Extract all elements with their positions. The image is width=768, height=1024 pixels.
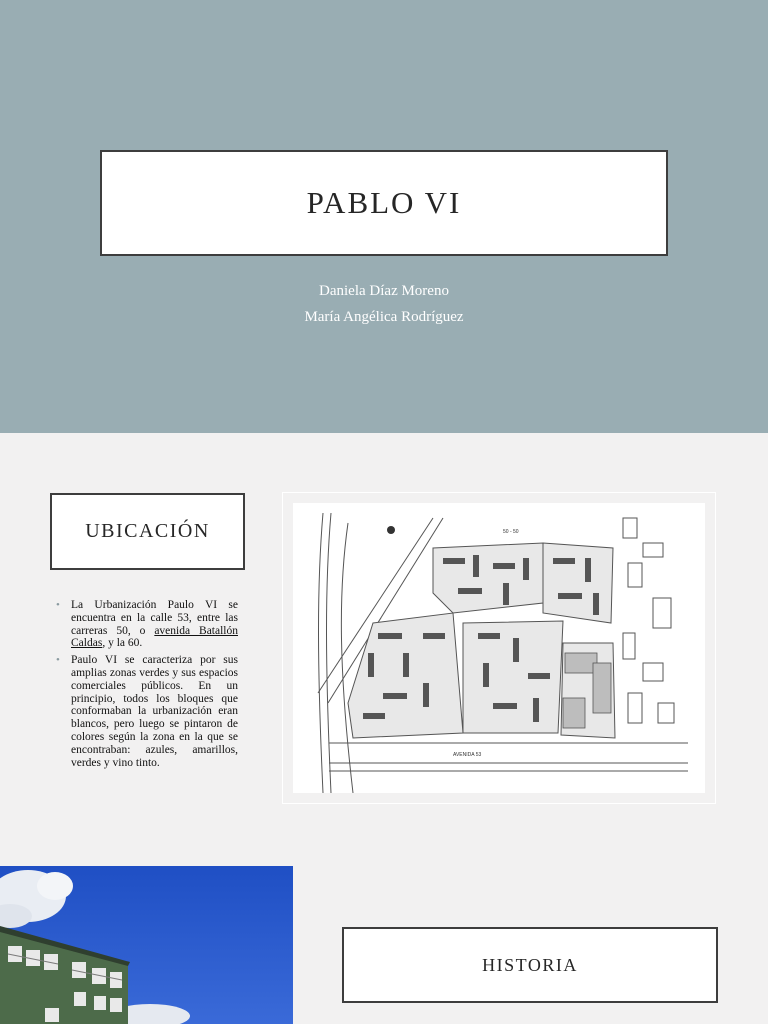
bullet-icon: • bbox=[56, 599, 60, 611]
heading-box bbox=[342, 927, 718, 1003]
map-street-label: 50 - 50 bbox=[503, 529, 519, 535]
bullet-text: La Urbanización Paulo VI se encuentra en la calle 53, entre las carreras 50, o bbox=[71, 599, 238, 637]
heading-box bbox=[50, 493, 245, 570]
building-photo bbox=[0, 866, 293, 1024]
slide-title: PABLO VI bbox=[306, 185, 462, 220]
author-name: María Angélica Rodríguez bbox=[304, 309, 464, 325]
title-box bbox=[100, 150, 668, 256]
site-plan-frame bbox=[282, 492, 716, 804]
map-street-label: AVENIDA 53 bbox=[453, 752, 482, 758]
location-link[interactable]: avenida Batallón Caldas bbox=[71, 624, 238, 650]
author-name: Daniela Díaz Moreno bbox=[319, 283, 449, 299]
bullet-list bbox=[54, 599, 238, 773]
bullet-text: , y la 60. bbox=[102, 637, 143, 650]
site-plan-drawing bbox=[293, 503, 705, 793]
bullet-item bbox=[54, 599, 238, 650]
title-slide bbox=[0, 0, 768, 433]
bullet-item bbox=[54, 654, 238, 769]
bullet-text: Paulo VI se caracteriza por sus amplias zonas verdes y sus espacios comerciales públicos. En un principio, todos los bloques que conformaban la urbanización eran blancos, pero luego se pintaron de colores según la zona en la que se encontraban: azules, amarillos, verdes y vino tinto. bbox=[71, 654, 238, 769]
bullet-icon: • bbox=[56, 654, 60, 667]
authors-block bbox=[0, 278, 768, 330]
building-photo-drawing bbox=[0, 866, 293, 1024]
site-plan-image bbox=[293, 503, 705, 793]
section-heading: UBICACIÓN bbox=[85, 520, 210, 542]
location-slide bbox=[0, 433, 768, 866]
history-slide bbox=[0, 866, 768, 1024]
section-heading: HISTORIA bbox=[482, 954, 578, 975]
